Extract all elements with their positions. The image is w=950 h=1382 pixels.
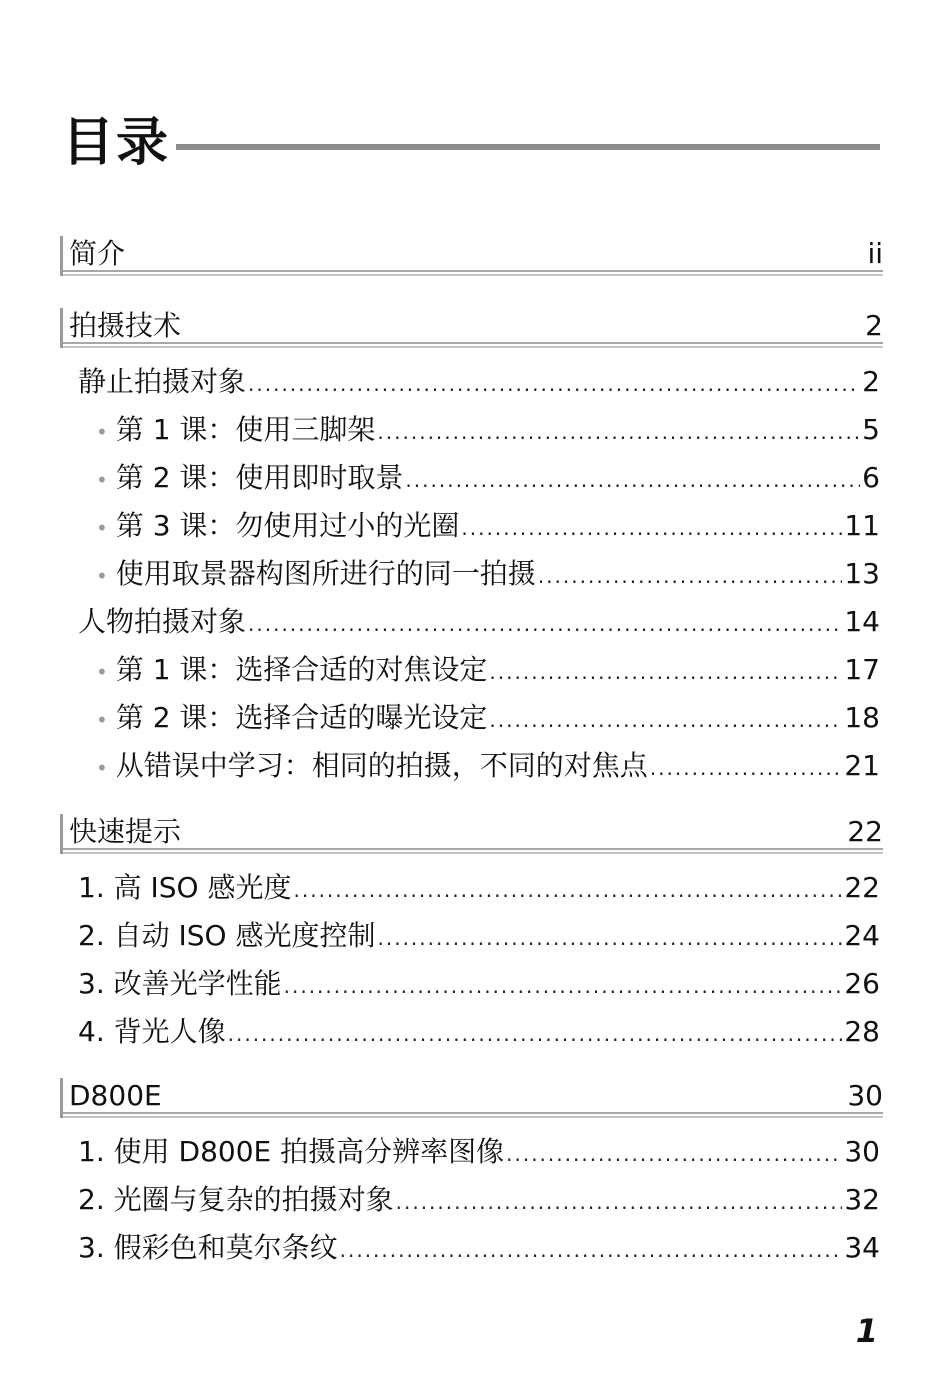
toc-entry-page: 22 — [844, 871, 880, 904]
dot-leader — [489, 652, 842, 692]
section-rule — [63, 1112, 883, 1114]
toc-entry[interactable] — [78, 916, 880, 956]
toc-entry-label: 2. 光圈与复杂的拍摄对象 — [78, 1183, 394, 1216]
dot-leader — [377, 412, 860, 452]
toc-entry[interactable] — [96, 458, 880, 498]
toc-entry-page: 18 — [844, 701, 880, 734]
section-page: 30 — [847, 1079, 883, 1112]
bullet-icon: • — [96, 660, 108, 684]
section-rule — [63, 342, 883, 344]
bullet-icon: • — [96, 420, 108, 444]
section-header-d800e[interactable] — [60, 1078, 883, 1118]
dot-leader — [284, 966, 843, 1006]
title-rule — [176, 144, 880, 150]
section-rule — [63, 346, 883, 348]
toc-entry-label: 第 2 课：使用即时取景 — [115, 461, 404, 494]
toc-entry[interactable] — [96, 698, 880, 738]
toc-entry-label: 使用取景器构图所进行的同一拍摄 — [115, 557, 536, 590]
toc-entry-page: 32 — [844, 1183, 880, 1216]
toc-entry[interactable] — [96, 554, 880, 594]
toc-entry-page: 34 — [844, 1231, 880, 1264]
dot-leader — [506, 1134, 842, 1174]
toc-entry-label: 从错误中学习：相同的拍摄，不同的对焦点 — [115, 749, 648, 782]
toc-entry-label: 第 2 课：选择合适的曝光设定 — [115, 701, 488, 734]
toc-entry-page: 6 — [862, 461, 880, 494]
toc-entry-page: 24 — [844, 919, 880, 952]
dot-leader — [248, 364, 860, 404]
toc-entry[interactable] — [78, 1228, 880, 1268]
toc-entry[interactable] — [78, 1012, 880, 1052]
dot-leader — [248, 604, 842, 644]
toc-entry-page: 17 — [844, 653, 880, 686]
toc-entry-page: 11 — [844, 509, 880, 542]
dot-leader — [405, 460, 860, 500]
toc-entry-page: 14 — [844, 605, 880, 638]
toc-entry-label: 第 3 课：勿使用过小的光圈 — [115, 509, 460, 542]
toc-entry-label: 4. 背光人像 — [78, 1015, 226, 1048]
toc-entry-page: 5 — [862, 413, 880, 446]
dot-leader — [396, 1182, 843, 1222]
bullet-icon: • — [96, 516, 108, 540]
toc-entry[interactable] — [96, 506, 880, 546]
page-number: 1 — [855, 1312, 878, 1350]
section-title: 快速提示 — [69, 815, 182, 848]
toc-entry-page: 26 — [844, 967, 880, 1000]
toc-entry-page: 28 — [844, 1015, 880, 1048]
toc-entry-label: 静止拍摄对象 — [78, 365, 247, 398]
section-header-intro[interactable] — [60, 236, 883, 276]
section-header-quick-tips[interactable] — [60, 814, 883, 854]
dot-leader — [461, 508, 842, 548]
toc-entry-label: 人物拍摄对象 — [78, 605, 247, 638]
toc-entry-page: 21 — [844, 749, 880, 782]
toc-entry-label: 第 1 课：使用三脚架 — [115, 413, 376, 446]
toc-entry[interactable] — [78, 1132, 880, 1172]
section-header-techniques[interactable] — [60, 308, 883, 348]
page-title: 目录 — [62, 113, 171, 173]
toc-entry[interactable] — [96, 650, 880, 690]
toc-entry-page: 2 — [862, 365, 880, 398]
dot-leader — [650, 748, 843, 788]
bullet-icon: • — [96, 708, 108, 732]
title-row — [62, 108, 880, 178]
section-rule — [63, 852, 883, 854]
section-title: 简介 — [69, 237, 126, 270]
section-page: 2 — [865, 309, 883, 342]
section-page: 22 — [847, 815, 883, 848]
section-rule — [63, 274, 883, 276]
toc-entry-label: 1. 高 ISO 感光度 — [78, 871, 292, 904]
section-rule — [63, 848, 883, 850]
section-title: 拍摄技术 — [69, 309, 182, 342]
toc-entry[interactable] — [78, 964, 880, 1004]
toc-entry-page: 30 — [844, 1135, 880, 1168]
toc-entry-label: 1. 使用 D800E 拍摄高分辨率图像 — [78, 1135, 505, 1168]
toc-entry[interactable] — [78, 868, 880, 908]
toc-entry[interactable] — [96, 746, 880, 786]
toc-entry-label: 3. 改善光学性能 — [78, 967, 282, 1000]
toc-entry-page: 13 — [844, 557, 880, 590]
dot-leader — [538, 556, 843, 596]
dot-leader — [378, 918, 843, 958]
toc-entry[interactable] — [96, 410, 880, 450]
dot-leader — [489, 700, 842, 740]
section-rule — [63, 1116, 883, 1118]
bullet-icon: • — [96, 468, 108, 492]
section-page: ii — [867, 237, 883, 270]
toc-entry[interactable] — [78, 1180, 880, 1220]
section-title: D800E — [69, 1079, 162, 1112]
dot-leader — [340, 1230, 843, 1270]
toc-entry[interactable] — [78, 362, 880, 402]
section-rule — [63, 270, 883, 272]
toc-entry-label: 3. 假彩色和莫尔条纹 — [78, 1231, 338, 1264]
toc-entry[interactable] — [78, 602, 880, 642]
bullet-icon: • — [96, 756, 108, 780]
toc-entry-label: 第 1 课：选择合适的对焦设定 — [115, 653, 488, 686]
toc-entry-label: 2. 自动 ISO 感光度控制 — [78, 919, 376, 952]
dot-leader — [228, 1014, 843, 1054]
bullet-icon: • — [96, 564, 108, 588]
dot-leader — [294, 870, 843, 910]
